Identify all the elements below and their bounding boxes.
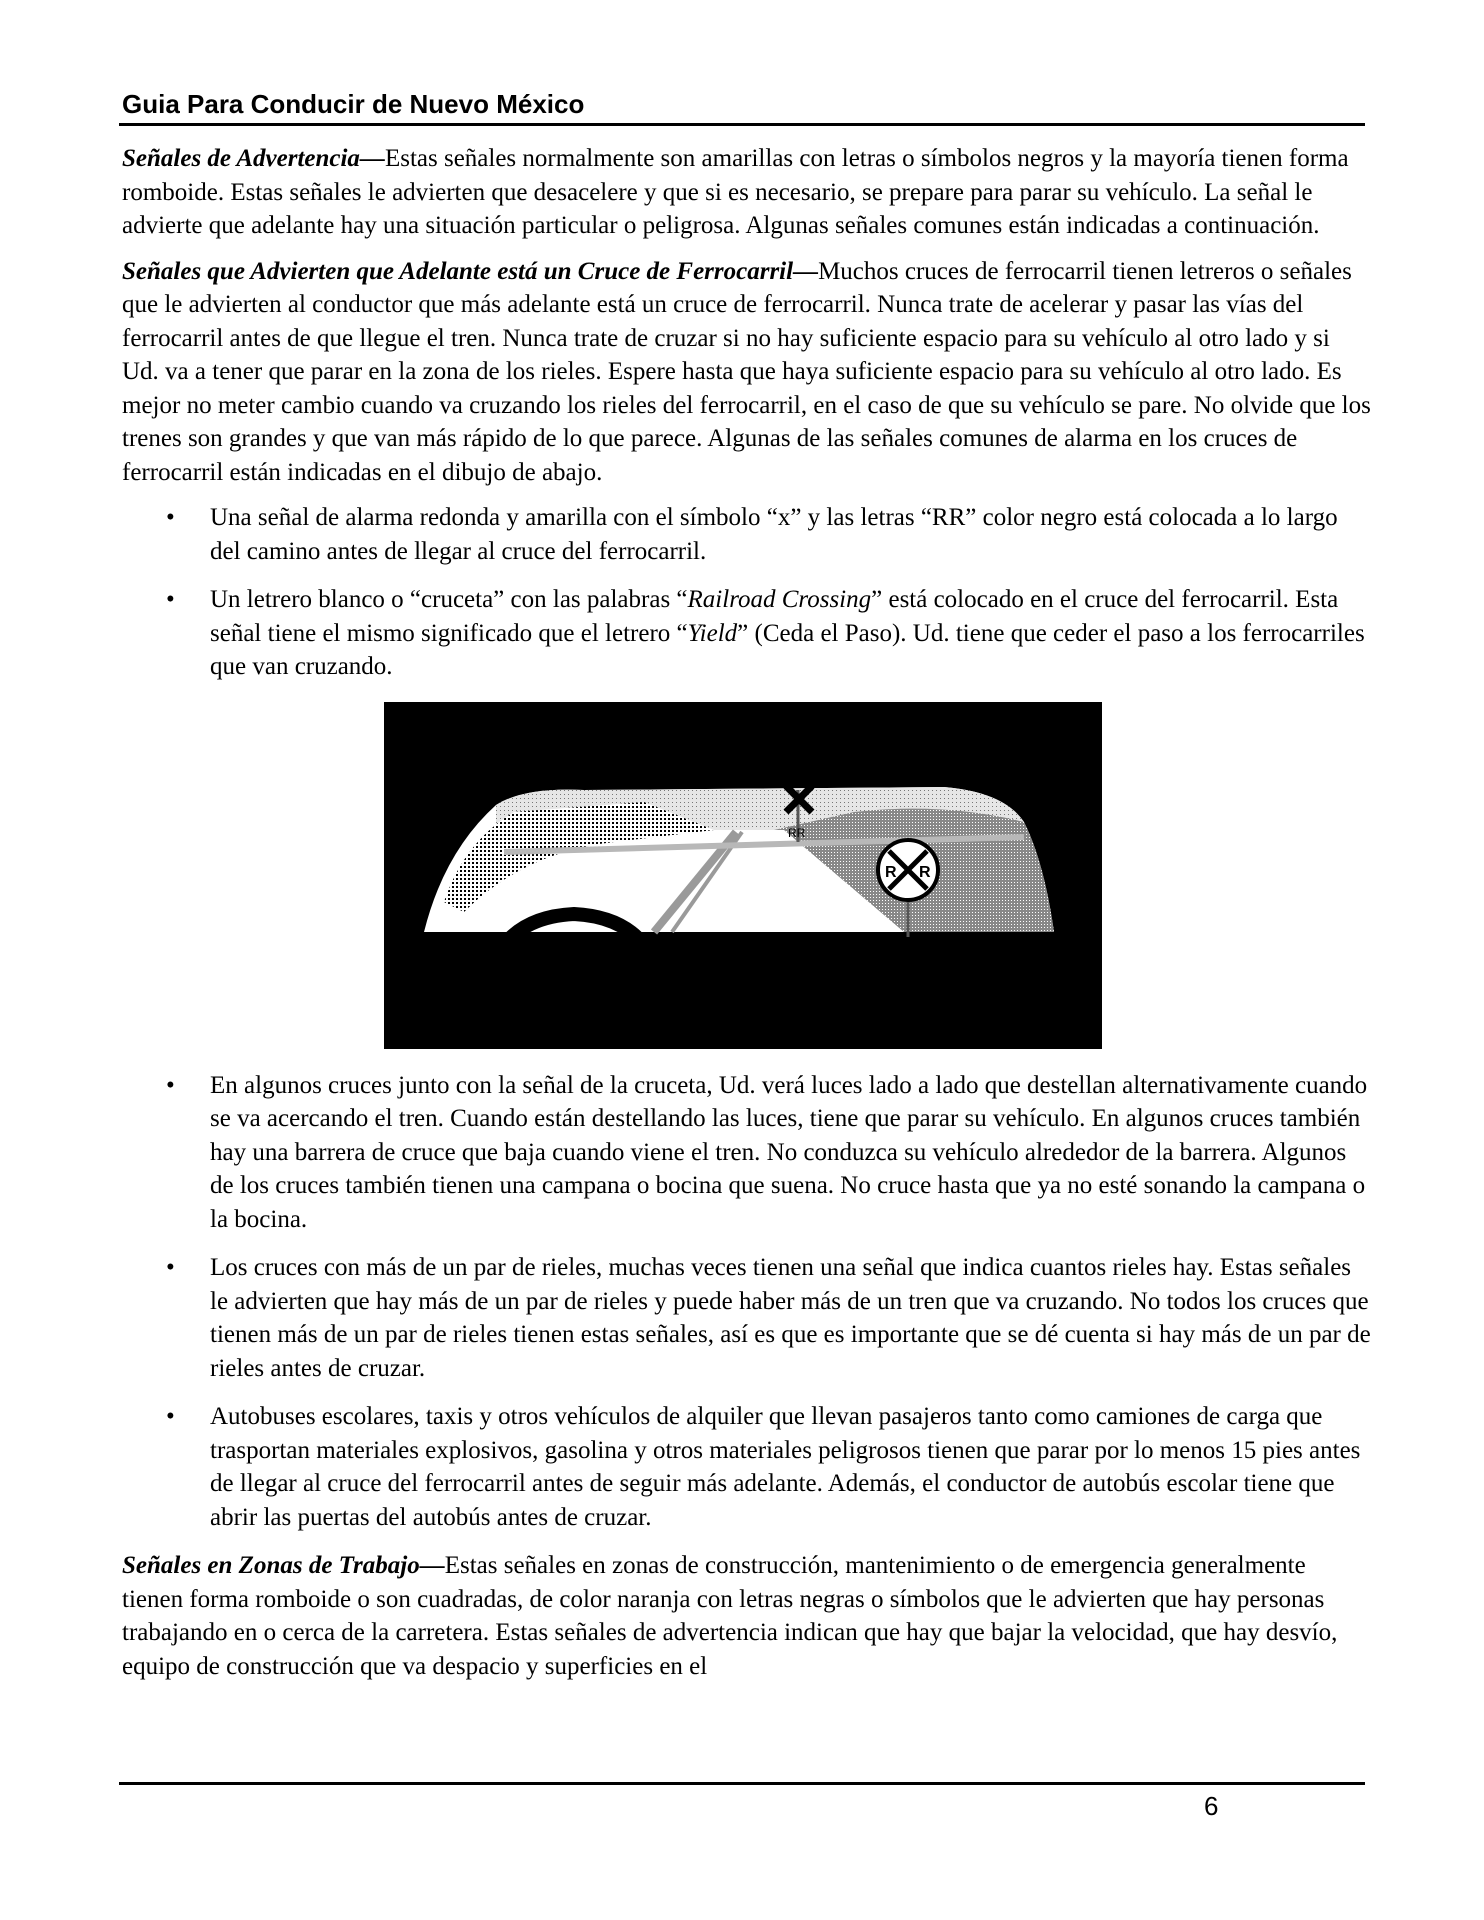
crossbuck-text: RR xyxy=(788,825,806,840)
section-heading: Señales en Zonas de Trabajo— xyxy=(122,1552,445,1579)
italic-term: Yield xyxy=(687,619,738,647)
bullet-list xyxy=(122,1069,1372,1535)
bullet-icon: • xyxy=(166,586,175,613)
bullet-icon: • xyxy=(166,1254,175,1281)
paragraph-work-zone xyxy=(122,1549,1372,1683)
paragraph-railroad-warning xyxy=(122,255,1372,490)
rr-sign-letter-right: R xyxy=(919,863,931,881)
paragraph-text: Muchos cruces de ferrocarril tienen letreros o señales que le advierten al conductor que más adelante está un cruce de ferrocarril. Nunca trate de acelerar y pasar las vías del ferrocarril antes de que llegue el tren. Nunca trate de cruzar si no hay suficiente espacio para su vehículo al otro lado y si Ud. va a tener que parar en la zona de los rieles. Espere hasta que haya suficiente espacio para su vehículo al otro lado. Es mejor no meter cambio cuando va cruzando los rieles del ferrocarril, en el caso de que su vehículo se pare. No olvide que los trenes son grandes y que van más rápido de lo que parece. Algunas de las señales comunes de alarma en los cruces de ferrocarril están indicadas en el dibujo de abajo. xyxy=(122,257,1371,486)
bullet-icon: • xyxy=(166,504,175,531)
list-item-text: En algunos cruces junto con la señal de la cruceta, Ud. verá luces lado a lado que destellan alternativamente cuando se va acercando el tren. Cuando están destellando las luces, tiene que parar su vehículo. En algunos cruces también hay una barrera de cruce que baja cuando viene el tren. No conduzca su vehículo alrededor de la barrera. Algunos de los cruces también tienen una campana o bocina que suena. No cruce hasta que ya no esté sonando la campana o la bocina. xyxy=(210,1071,1368,1233)
windshield-view-image xyxy=(384,702,1102,1049)
list-item-text: Los cruces con más de un par de rieles, muchas veces tienen una señal que indica cuantos rieles hay. Estas señales le advierten que hay más de un par de rieles y puede haber más de un tren que va cruzando. No todos los cruces que tienen más de un par de rieles tienen estas señales, así es que es importante que se dé cuenta si hay más de un par de rieles antes de cruzar. xyxy=(210,1254,1371,1382)
list-item xyxy=(122,583,1372,684)
railroad-crossing-illustration xyxy=(384,702,1102,1049)
list-item-text: Una señal de alarma redonda y amarilla con el símbolo “x” y las letras “RR” color negro está colocada a lo largo del camino antes de llegar al cruce del ferrocarril. xyxy=(210,504,1338,565)
footer-rule xyxy=(119,1782,1365,1785)
list-item-text: Un letrero blanco o “cruceta” con las palabras “ xyxy=(210,586,688,613)
page-title: Guia Para Conducir de Nuevo México xyxy=(122,89,585,119)
paragraph-text: Estas señales en zonas de construcción, mantenimiento o de emergencia generalmente tienen forma romboide o son cuadradas, de color naranja con letras negras o símbolos que le advierten que hay personas trabajando en o cerca de la carretera. Estas señales de advertencia indican que hay que bajar la velocidad, que hay desvío, equipo de construcción que va despacio y superficies en el xyxy=(122,1552,1338,1680)
bullet-list xyxy=(122,501,1372,684)
list-item xyxy=(122,1069,1372,1237)
paragraph-warning-signs xyxy=(122,142,1372,243)
italic-term: Railroad Crossing xyxy=(687,586,872,613)
bullet-icon: • xyxy=(166,1071,175,1099)
page-number: 6 xyxy=(1204,1791,1219,1821)
section-heading: Señales de Advertencia— xyxy=(122,145,385,172)
list-item xyxy=(122,501,1372,568)
section-heading: Señales que Advierten que Adelante está un Cruce de Ferrocarril— xyxy=(122,257,819,285)
list-item-text: Autobuses escolares, taxis y otros vehículos de alquiler que llevan pasajeros tanto como camiones de carga que trasportan materiales explosivos, gasolina y otros materiales peligrosos tienen que parar por lo menos 15 pies antes de llegar al cruce del ferrocarril antes de seguir más adelante. Además, el conductor de autobús escolar tiene que abrir las puertas del autobús antes de cruzar. xyxy=(210,1403,1361,1531)
bullet-icon: • xyxy=(166,1403,175,1430)
list-item xyxy=(122,1400,1372,1534)
list-item-text: ” está colocado en el cruce del ferrocarril. Esta señal tiene el mismo significado que el letrero “ xyxy=(210,586,1339,647)
rr-sign-letter-left: R xyxy=(885,863,897,881)
paragraph-text: Estas señales normalmente son amarillas con letras o símbolos negros y la mayoría tienen forma romboide. Estas señales le advierten que desacelere y que si es necesario, se prepare para parar su vehículo. La señal le advierte que adelante hay una situación particular o peligrosa. Algunas señales comunes están indicadas a continuación. xyxy=(122,145,1349,239)
list-item-text: ” (Ceda el Paso). Ud. tiene que ceder el paso a los ferrocarriles que van cruzando. xyxy=(210,619,1365,680)
list-item xyxy=(122,1251,1372,1385)
header-rule xyxy=(119,123,1365,126)
document-body xyxy=(122,142,1372,1695)
